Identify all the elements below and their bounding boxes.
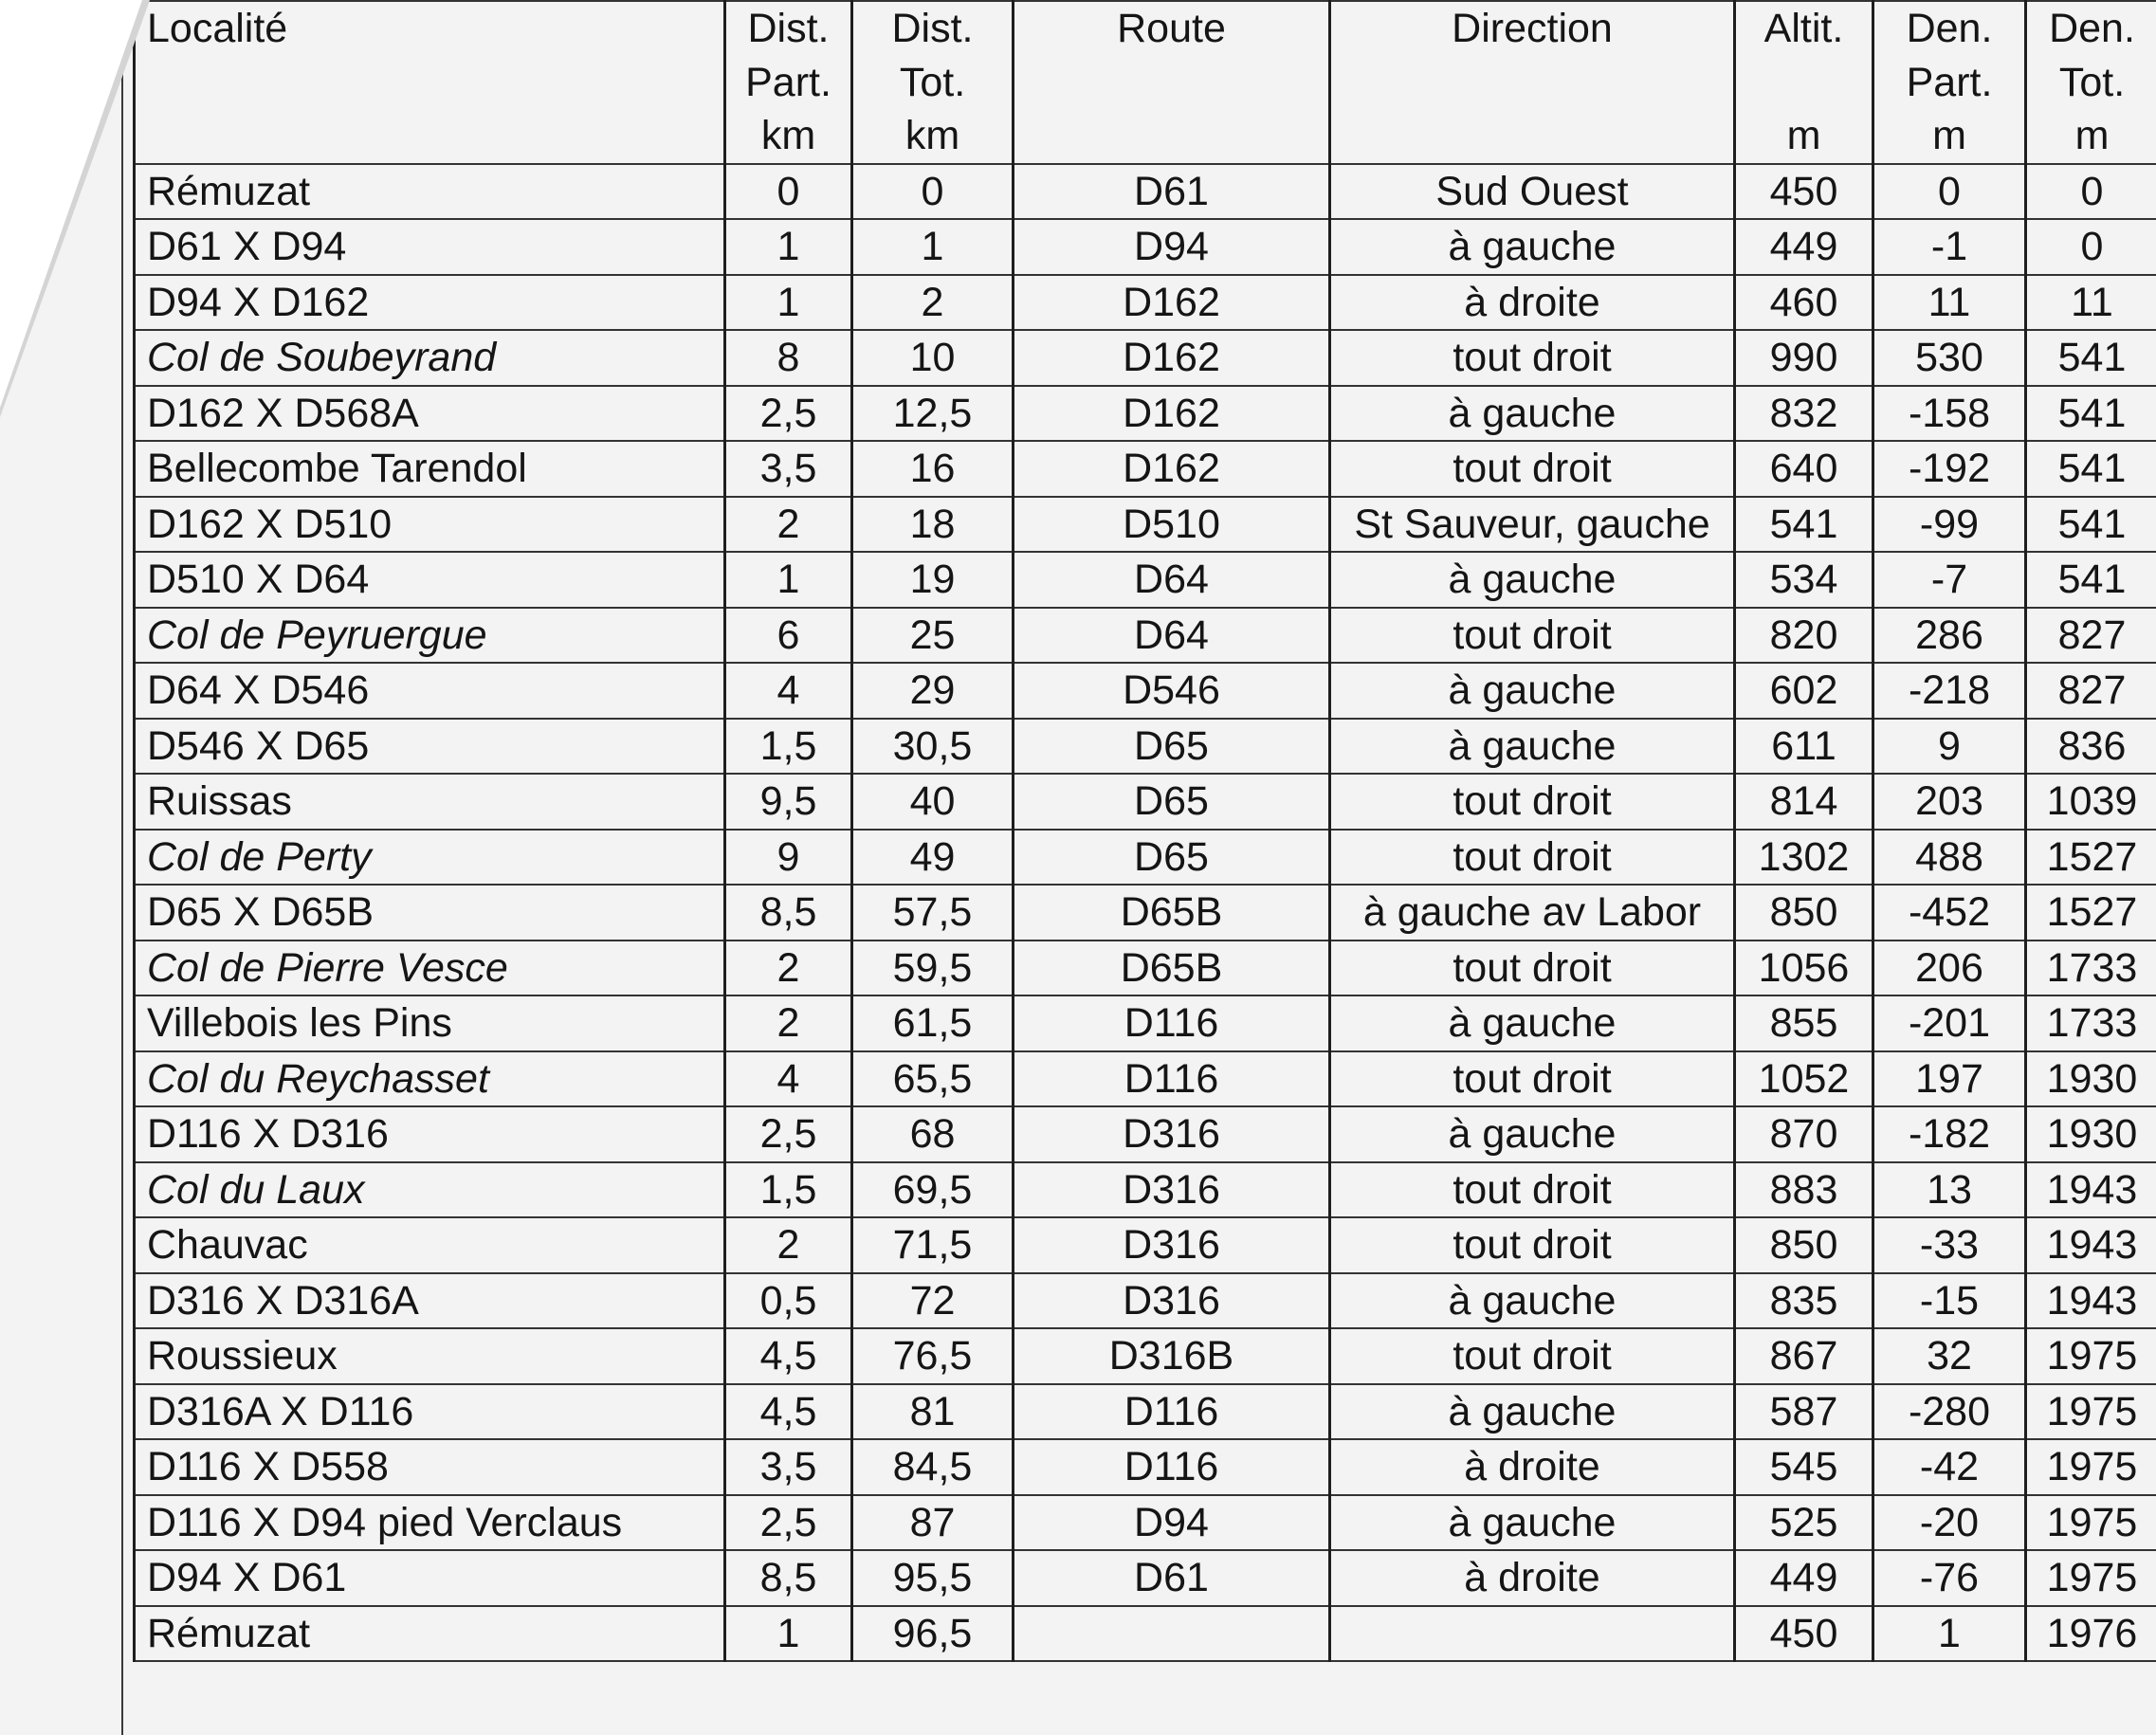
cell-direction: à gauche [1330,995,1735,1051]
cell-den-part: 197 [1873,1051,2026,1107]
page-fold-corner [0,0,142,408]
cell-dist-part: 1 [725,219,852,275]
cell-altit: 449 [1735,219,1873,275]
cell-dist-tot: 49 [852,830,1014,886]
cell-dist-tot: 61,5 [852,995,1014,1051]
table-row [135,275,2156,331]
cell-localite: Villebois les Pins [135,995,725,1051]
cell-den-tot: 541 [2026,441,2156,497]
header-localite: Localité [135,1,725,56]
header-dist-tot: Dist. [852,1,1014,56]
cell-altit: 832 [1735,386,1873,442]
table-row [135,497,2156,553]
cell-dist-tot: 81 [852,1384,1014,1440]
cell-dist-part: 2 [725,497,852,553]
cell-altit: 835 [1735,1273,1873,1329]
cell-localite: D162 X D568A [135,386,725,442]
cell-dist-part: 6 [725,608,852,664]
cell-localite: D116 X D316 [135,1106,725,1162]
table-row [135,1217,2156,1273]
unit-dist-part: km [725,109,852,164]
cell-altit: 850 [1735,885,1873,941]
cell-altit: 587 [1735,1384,1873,1440]
cell-altit: 450 [1735,1606,1873,1662]
cell-den-tot: 1733 [2026,941,2156,996]
cell-altit: 814 [1735,774,1873,830]
cell-altit: 820 [1735,608,1873,664]
unit-route [1014,109,1330,164]
cell-direction: à gauche [1330,719,1735,775]
cell-altit: 870 [1735,1106,1873,1162]
cell-direction: à droite [1330,1439,1735,1495]
cell-den-part: -7 [1873,552,2026,608]
header-den-part-sub: Part. [1873,56,2026,110]
cell-altit: 460 [1735,275,1873,331]
cell-dist-part: 3,5 [725,1439,852,1495]
cell-dist-tot: 19 [852,552,1014,608]
table-row [135,1328,2156,1384]
cell-localite: D162 X D510 [135,497,725,553]
cell-localite: Col de Perty [135,830,725,886]
cell-route [1014,1606,1330,1662]
table-row [135,1162,2156,1218]
cell-dist-tot: 0 [852,164,1014,220]
cell-den-part: 1 [1873,1606,2026,1662]
cell-route: D162 [1014,330,1330,386]
cell-den-tot: 1930 [2026,1106,2156,1162]
cell-den-tot: 541 [2026,497,2156,553]
cell-dist-part: 0 [725,164,852,220]
header-dist-part-sub: Part. [725,56,852,110]
cell-dist-tot: 57,5 [852,885,1014,941]
cell-route: D94 [1014,1495,1330,1551]
cell-dist-part: 2,5 [725,386,852,442]
cell-localite: Chauvac [135,1217,725,1273]
header-direction: Direction [1330,1,1735,56]
cell-dist-tot: 68 [852,1106,1014,1162]
cell-den-part: 286 [1873,608,2026,664]
cell-den-part: -99 [1873,497,2026,553]
cell-altit: 1302 [1735,830,1873,886]
cell-localite: Col de Soubeyrand [135,330,725,386]
cell-dist-part: 8,5 [725,1550,852,1606]
cell-den-part: -182 [1873,1106,2026,1162]
cell-den-part: -42 [1873,1439,2026,1495]
cell-localite: D116 X D558 [135,1439,725,1495]
cell-direction: à droite [1330,1550,1735,1606]
cell-localite: D61 X D94 [135,219,725,275]
cell-den-tot: 1733 [2026,995,2156,1051]
cell-route: D316 [1014,1273,1330,1329]
cell-dist-part: 2 [725,1217,852,1273]
header-den-part: Den. [1873,1,2026,56]
cell-den-part: -201 [1873,995,2026,1051]
cell-dist-tot: 29 [852,663,1014,719]
cell-route: D61 [1014,164,1330,220]
cell-altit: 855 [1735,995,1873,1051]
table-row [135,941,2156,996]
cell-dist-tot: 76,5 [852,1328,1014,1384]
route-sheet [133,0,2156,1735]
cell-direction: tout droit [1330,1328,1735,1384]
cell-direction: tout droit [1330,1217,1735,1273]
cell-altit: 450 [1735,164,1873,220]
cell-den-tot: 541 [2026,386,2156,442]
cell-dist-part: 4 [725,1051,852,1107]
cell-localite: D94 X D61 [135,1550,725,1606]
cell-dist-tot: 72 [852,1273,1014,1329]
table-row [135,1439,2156,1495]
cell-altit: 449 [1735,1550,1873,1606]
cell-route: D116 [1014,1439,1330,1495]
cell-localite: Rémuzat [135,164,725,220]
cell-den-tot: 1975 [2026,1384,2156,1440]
cell-route: D94 [1014,219,1330,275]
unit-den-part: m [1873,109,2026,164]
cell-altit: 1056 [1735,941,1873,996]
cell-altit: 867 [1735,1328,1873,1384]
table-row [135,1384,2156,1440]
cell-den-part: -452 [1873,885,2026,941]
table-row [135,441,2156,497]
cell-dist-part: 1,5 [725,719,852,775]
cell-dist-part: 4 [725,663,852,719]
cell-route: D65B [1014,941,1330,996]
cell-den-part: 11 [1873,275,2026,331]
cell-den-tot: 836 [2026,719,2156,775]
cell-altit: 525 [1735,1495,1873,1551]
cell-localite: Col du Reychasset [135,1051,725,1107]
cell-den-tot: 541 [2026,330,2156,386]
cell-den-tot: 1975 [2026,1439,2156,1495]
cell-altit: 1052 [1735,1051,1873,1107]
table-header [135,1,2156,164]
cell-altit: 850 [1735,1217,1873,1273]
table-row [135,330,2156,386]
cell-den-part: 488 [1873,830,2026,886]
header-altit-sub [1735,56,1873,110]
cell-dist-tot: 12,5 [852,386,1014,442]
unit-localite [135,109,725,164]
cell-den-part: 0 [1873,164,2026,220]
cell-direction [1330,1606,1735,1662]
cell-dist-part: 4,5 [725,1384,852,1440]
cell-localite: D510 X D64 [135,552,725,608]
cell-den-part: -15 [1873,1273,2026,1329]
cell-den-part: -280 [1873,1384,2026,1440]
cell-direction: à gauche [1330,1273,1735,1329]
cell-dist-tot: 84,5 [852,1439,1014,1495]
cell-route: D65 [1014,774,1330,830]
cell-route: D316 [1014,1106,1330,1162]
cell-den-tot: 1943 [2026,1217,2156,1273]
cell-dist-tot: 40 [852,774,1014,830]
cell-route: D64 [1014,552,1330,608]
cell-den-part: -33 [1873,1217,2026,1273]
cell-den-part: -158 [1873,386,2026,442]
cell-localite: D65 X D65B [135,885,725,941]
table-row [135,1273,2156,1329]
header-dist-part: Dist. [725,1,852,56]
cell-den-part: 203 [1873,774,2026,830]
unit-den-tot: m [2026,109,2156,164]
cell-altit: 545 [1735,1439,1873,1495]
cell-den-tot: 827 [2026,608,2156,664]
cell-dist-part: 2,5 [725,1495,852,1551]
cell-den-tot: 1975 [2026,1328,2156,1384]
cell-route: D316B [1014,1328,1330,1384]
table-row [135,1550,2156,1606]
cell-den-part: -76 [1873,1550,2026,1606]
cell-den-tot: 1039 [2026,774,2156,830]
cell-den-tot: 1975 [2026,1495,2156,1551]
cell-direction: St Sauveur, gauche [1330,497,1735,553]
unit-direction [1330,109,1735,164]
cell-dist-tot: 10 [852,330,1014,386]
cell-den-tot: 827 [2026,663,2156,719]
cell-den-part: 9 [1873,719,2026,775]
cell-dist-part: 9 [725,830,852,886]
cell-den-tot: 11 [2026,275,2156,331]
cell-direction: tout droit [1330,330,1735,386]
cell-direction: à gauche [1330,1106,1735,1162]
header-localite-sub [135,56,725,110]
cell-den-part: 530 [1873,330,2026,386]
cell-direction: tout droit [1330,1051,1735,1107]
cell-dist-tot: 59,5 [852,941,1014,996]
cell-altit: 602 [1735,663,1873,719]
table-row [135,885,2156,941]
table-row [135,830,2156,886]
cell-dist-tot: 95,5 [852,1550,1014,1606]
cell-dist-tot: 1 [852,219,1014,275]
cell-dist-tot: 18 [852,497,1014,553]
cell-dist-part: 9,5 [725,774,852,830]
header-den-tot-sub: Tot. [2026,56,2156,110]
cell-den-part: -192 [1873,441,2026,497]
route-table [133,0,2156,1662]
cell-route: D546 [1014,663,1330,719]
cell-route: D316 [1014,1217,1330,1273]
cell-dist-part: 2 [725,941,852,996]
cell-localite: Col de Peyruergue [135,608,725,664]
cell-route: D116 [1014,995,1330,1051]
cell-dist-part: 0,5 [725,1273,852,1329]
table-row [135,1106,2156,1162]
cell-den-tot: 541 [2026,552,2156,608]
cell-direction: tout droit [1330,774,1735,830]
cell-altit: 541 [1735,497,1873,553]
cell-direction: à droite [1330,275,1735,331]
cell-dist-tot: 16 [852,441,1014,497]
cell-direction: à gauche [1330,219,1735,275]
table-row [135,1495,2156,1551]
header-route-sub [1014,56,1330,110]
cell-dist-part: 1,5 [725,1162,852,1218]
cell-localite: D316 X D316A [135,1273,725,1329]
cell-dist-tot: 2 [852,275,1014,331]
cell-localite: D546 X D65 [135,719,725,775]
header-dist-tot-sub: Tot. [852,56,1014,110]
cell-route: D162 [1014,386,1330,442]
table-row [135,663,2156,719]
cell-route: D316 [1014,1162,1330,1218]
cell-route: D116 [1014,1051,1330,1107]
cell-altit: 990 [1735,330,1873,386]
cell-localite: Rémuzat [135,1606,725,1662]
header-den-tot: Den. [2026,1,2156,56]
cell-den-part: -1 [1873,219,2026,275]
cell-den-part: 206 [1873,941,2026,996]
cell-dist-part: 1 [725,1606,852,1662]
cell-dist-part: 2,5 [725,1106,852,1162]
cell-den-tot: 1976 [2026,1606,2156,1662]
cell-den-tot: 1930 [2026,1051,2156,1107]
cell-altit: 640 [1735,441,1873,497]
cell-route: D65B [1014,885,1330,941]
cell-route: D162 [1014,441,1330,497]
cell-direction: tout droit [1330,830,1735,886]
cell-localite: Roussieux [135,1328,725,1384]
table-row [135,552,2156,608]
cell-den-tot: 1527 [2026,830,2156,886]
table-row [135,219,2156,275]
cell-direction: tout droit [1330,608,1735,664]
header-route: Route [1014,1,1330,56]
cell-dist-part: 4,5 [725,1328,852,1384]
cell-dist-tot: 71,5 [852,1217,1014,1273]
cell-den-part: -20 [1873,1495,2026,1551]
cell-direction: à gauche [1330,386,1735,442]
cell-dist-part: 1 [725,552,852,608]
cell-localite: Col du Laux [135,1162,725,1218]
header-row-units [135,109,2156,164]
cell-dist-tot: 25 [852,608,1014,664]
table-row [135,386,2156,442]
cell-localite: Bellecombe Tarendol [135,441,725,497]
cell-localite: Ruissas [135,774,725,830]
table-row [135,719,2156,775]
cell-dist-part: 1 [725,275,852,331]
table-row [135,1051,2156,1107]
cell-localite: D316A X D116 [135,1384,725,1440]
table-body [135,164,2156,1662]
cell-route: D116 [1014,1384,1330,1440]
cell-den-tot: 1527 [2026,885,2156,941]
cell-localite: D116 X D94 pied Verclaus [135,1495,725,1551]
table-row [135,995,2156,1051]
cell-direction: à gauche [1330,1495,1735,1551]
cell-dist-tot: 87 [852,1495,1014,1551]
cell-dist-part: 3,5 [725,441,852,497]
cell-dist-tot: 30,5 [852,719,1014,775]
cell-dist-part: 8,5 [725,885,852,941]
cell-den-tot: 1943 [2026,1273,2156,1329]
table-row [135,608,2156,664]
cell-route: D64 [1014,608,1330,664]
cell-den-tot: 1975 [2026,1550,2156,1606]
cell-den-tot: 0 [2026,219,2156,275]
unit-altit: m [1735,109,1873,164]
table-row [135,1606,2156,1662]
cell-den-tot: 1943 [2026,1162,2156,1218]
table-row [135,164,2156,220]
cell-den-part: 32 [1873,1328,2026,1384]
cell-den-part: -218 [1873,663,2026,719]
cell-den-tot: 0 [2026,164,2156,220]
unit-dist-tot: km [852,109,1014,164]
cell-dist-part: 8 [725,330,852,386]
cell-localite: Col de Pierre Vesce [135,941,725,996]
cell-direction: à gauche [1330,663,1735,719]
cell-dist-tot: 65,5 [852,1051,1014,1107]
cell-direction: tout droit [1330,1162,1735,1218]
header-direction-sub [1330,56,1735,110]
cell-direction: Sud Ouest [1330,164,1735,220]
cell-direction: à gauche av Labor [1330,885,1735,941]
cell-route: D65 [1014,719,1330,775]
cell-direction: à gauche [1330,552,1735,608]
cell-localite: D94 X D162 [135,275,725,331]
cell-altit: 883 [1735,1162,1873,1218]
header-row-2 [135,56,2156,110]
cell-den-part: 13 [1873,1162,2026,1218]
cell-route: D510 [1014,497,1330,553]
cell-route: D65 [1014,830,1330,886]
cell-direction: tout droit [1330,441,1735,497]
cell-direction: à gauche [1330,1384,1735,1440]
cell-route: D61 [1014,1550,1330,1606]
cell-dist-tot: 69,5 [852,1162,1014,1218]
cell-localite: D64 X D546 [135,663,725,719]
cell-altit: 534 [1735,552,1873,608]
cell-dist-tot: 96,5 [852,1606,1014,1662]
cell-dist-part: 2 [725,995,852,1051]
cell-altit: 611 [1735,719,1873,775]
cell-direction: tout droit [1330,941,1735,996]
table-row [135,774,2156,830]
header-altit: Altit. [1735,1,1873,56]
cell-route: D162 [1014,275,1330,331]
header-row-1 [135,1,2156,56]
